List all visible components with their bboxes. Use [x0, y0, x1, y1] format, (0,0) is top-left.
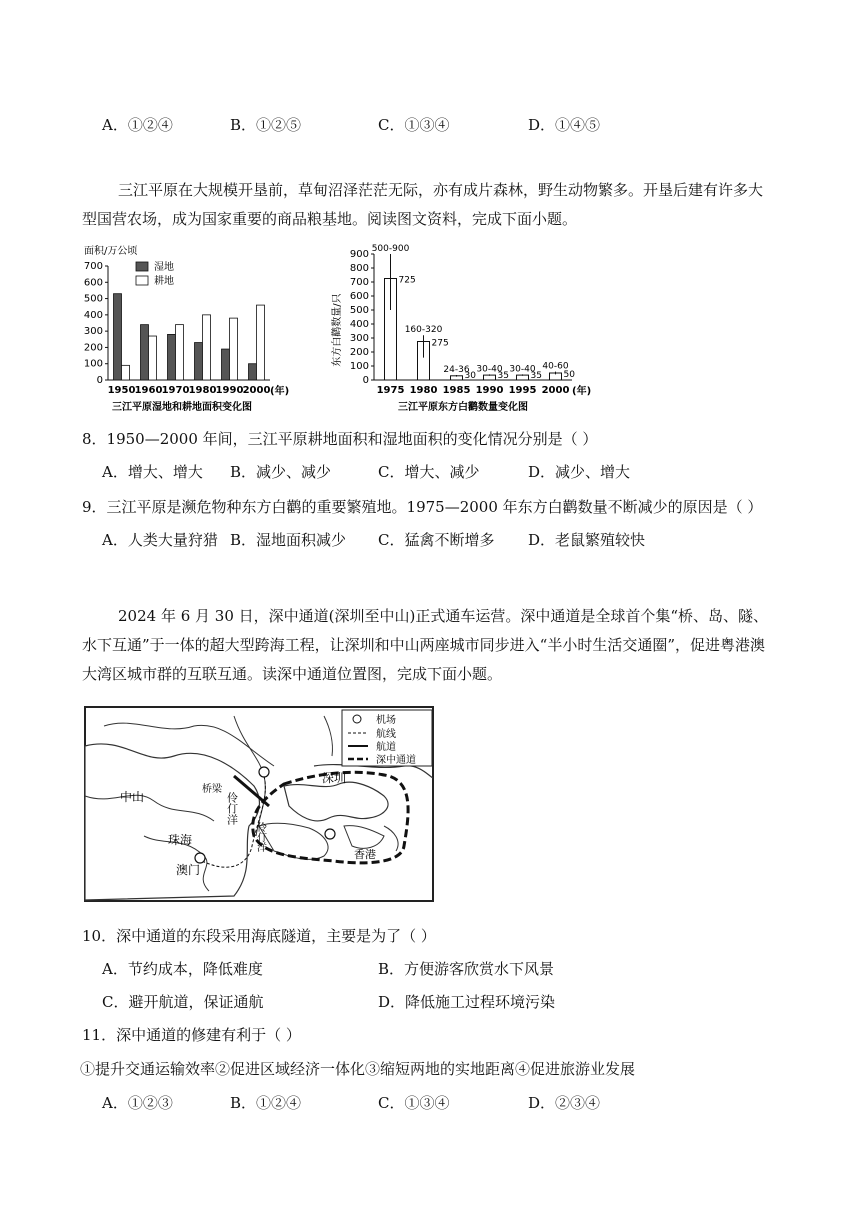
q11-option-b[interactable]: B．①②④ — [230, 1094, 302, 1112]
chart2-ytick-label: 100 — [349, 361, 369, 372]
chart2-ytick-label: 700 — [349, 277, 369, 288]
map-label-macau: 澳门 — [176, 863, 201, 877]
map-legend-tunnel: 深中通道 — [376, 755, 416, 766]
q9-stem: 9．三江平原是濒危物种东方白鹳的重要繁殖地。1975—2000 年东方白鹳数量不断减少的原因是（ ） — [82, 498, 763, 516]
chart2-xtick-label: 2000 — [541, 385, 570, 396]
chart1-bar-1980-湿地 — [195, 343, 203, 380]
chart2-xtick-label: 1975 — [376, 385, 405, 396]
chart1-ytick-label: 300 — [83, 326, 103, 338]
q8-option-c[interactable]: C．增大、减少 — [378, 463, 480, 481]
q11-option-a[interactable]: A．①②③ — [102, 1094, 173, 1112]
chart1-xtick-label: 1950 — [107, 385, 136, 396]
chart2-ytick-label: 500 — [349, 305, 369, 316]
chart1-xtick-label: 1980 — [188, 385, 217, 396]
chart2-value-label-1985: 30 — [464, 371, 476, 381]
chart1-ytick-label: 700 — [83, 261, 103, 272]
chart-stork-count — [328, 240, 598, 420]
q9-option-d[interactable]: D．老鼠繁殖较快 — [528, 531, 646, 549]
chart1-bar-1990-耕地 — [230, 318, 238, 380]
chart2-range-label-1995: 30-40 — [509, 364, 536, 375]
chart1-legend-label: 耕地 — [154, 276, 174, 287]
intro-shenzhong: 2024 年 6 月 30 日，深中通道(深圳至中山)正式通车运营。深中通道是全球首个集“桥、岛、隧、水下互通”于一体的超大型跨海工程，让深圳和中山两座城市同步进入“半小时生活交通圈”，促进粤港澳大湾区城市群的互联互通。读深中通道位置图，完成下面小题。 — [82, 607, 769, 683]
q7-option-b[interactable]: B．①②⑤ — [230, 116, 302, 134]
q10-option-c[interactable]: C．避开航道，保证通航 — [102, 993, 264, 1011]
chart2-xtick-label: 1980 — [409, 385, 438, 396]
chart2-bar-1990 — [484, 375, 496, 380]
chart1-bar-1950-耕地 — [122, 365, 130, 380]
q10-option-a[interactable]: A．节约成本，降低难度 — [102, 960, 263, 978]
chart2-range-label-2000: 40-60 — [542, 361, 569, 372]
chart2-value-label-2000: 50 — [563, 370, 575, 380]
map-label-shenzhen: 深圳 — [322, 771, 347, 785]
chart1-ytick-label: 100 — [83, 358, 103, 370]
chart1-xtick-label: 1960 — [134, 385, 163, 396]
q10-stem: 10．深中通道的东段采用海底隧道，主要是为了（ ） — [82, 927, 436, 945]
legend-airport-icon — [353, 715, 361, 723]
chart1-bar-1970-湿地 — [168, 334, 176, 380]
q10-option-b[interactable]: B．方便游客欣赏水下风景 — [378, 960, 555, 978]
chart2-range-label-1975: 500-900 — [371, 244, 410, 254]
chart1-bar-1970-耕地 — [176, 325, 184, 380]
chart1-bar-2000-湿地 — [249, 364, 257, 380]
q9-option-c[interactable]: C．猛禽不断增多 — [378, 531, 495, 549]
chart1-xtick-label: 2000 — [242, 385, 271, 396]
chart1-bar-2000-耕地 — [257, 305, 265, 380]
chart2-title: 三江平原东方白鹳数量变化图 — [398, 402, 528, 413]
chart1-bar-1960-湿地 — [141, 325, 149, 380]
map-label-lingdingyang-1: 伶仃洋 — [225, 792, 239, 825]
chart2-xtick-label: 1985 — [442, 385, 471, 396]
map-legend-airport: 机场 — [376, 715, 396, 726]
chart2-value-label-1975: 725 — [398, 275, 416, 286]
q9-option-a[interactable]: A．人类大量狩猎 — [102, 531, 218, 549]
map-label-bridge: 桥梁 — [202, 784, 222, 795]
q9-option-b[interactable]: B．湿地面积减少 — [230, 531, 347, 549]
chart1-title: 三江平原湿地和耕地面积变化图 — [112, 402, 252, 413]
chart2-ytick-label: 200 — [349, 347, 369, 358]
chart1-bar-1990-湿地 — [222, 349, 230, 380]
shenzhong-location-map — [84, 706, 434, 902]
chart1-bar-1960-耕地 — [149, 336, 157, 380]
map-label-hongkong: 香港 — [354, 848, 376, 861]
q8-stem: 8．1950—2000 年间，三江平原耕地面积和湿地面积的变化情况分别是（ ） — [82, 430, 598, 448]
chart2-bars — [372, 244, 576, 381]
chart2-ylabel: 东方白鹳数量/只 — [332, 293, 343, 367]
chart1-xtick-label: 1990 — [215, 385, 244, 396]
map-legend-channel: 航道 — [376, 742, 396, 753]
chart2-xlabel: (年) — [572, 386, 592, 397]
chart2-xtick-label: 1990 — [475, 385, 504, 396]
chart1-legend-label: 湿地 — [154, 262, 174, 273]
chart-area-change — [80, 240, 300, 420]
chart1-legend-swatch — [136, 262, 148, 271]
chart1-bars — [114, 294, 265, 380]
chart2-xtick-label: 1995 — [508, 385, 537, 396]
chart2-range-label-1990: 30-40 — [476, 364, 503, 375]
chart2-value-label-1995: 35 — [530, 371, 542, 381]
q7-option-d[interactable]: D．①④⑤ — [528, 116, 601, 134]
map-label-lingdingyang-2: 伶仃洋 — [254, 822, 266, 852]
q8-option-b[interactable]: B．减少、减少 — [230, 463, 332, 481]
chart1-ytick-label: 0 — [96, 375, 103, 386]
q11-stem: 11．深中通道的修建有利于（ ） — [82, 1026, 301, 1044]
chart2-range-label-1985: 24-36 — [443, 364, 470, 375]
map-label-zhongshan: 中山 — [120, 790, 145, 804]
chart1-xlabel: (年) — [270, 386, 290, 397]
q7-option-a[interactable]: A．①②④ — [102, 116, 173, 134]
chart2-ytick-label: 300 — [349, 333, 369, 344]
q7-option-c[interactable]: C．①③④ — [378, 116, 450, 134]
q11-option-c[interactable]: C．①③④ — [378, 1094, 450, 1112]
chart2-value-label-1990: 35 — [497, 371, 509, 381]
chart2-ytick-label: 600 — [349, 291, 369, 302]
q11-items: ①提升交通运输效率②促进区域经济一体化③缩短两地的实地距离④促进旅游业发展 — [80, 1060, 636, 1078]
chart1-ylabel: 面积/万公顷 — [84, 246, 138, 257]
map-legend-route: 航线 — [376, 729, 396, 740]
chart1-ytick-label: 500 — [83, 293, 103, 305]
chart2-ytick-label: 800 — [349, 263, 369, 274]
chart1-ytick-label: 200 — [83, 342, 103, 354]
chart2-ytick-label: 900 — [349, 249, 369, 260]
chart2-ytick-label: 0 — [362, 375, 369, 386]
chart1-legend-swatch — [136, 276, 148, 285]
chart2-range-label-1980: 160-320 — [404, 325, 443, 336]
chart1-ytick-label: 600 — [83, 277, 103, 289]
chart1-bar-1980-耕地 — [203, 315, 211, 380]
chart2-bar-1995 — [517, 375, 529, 380]
q8-option-a[interactable]: A．增大、增大 — [102, 463, 203, 481]
q8-option-d[interactable]: D．减少、增大 — [528, 463, 631, 481]
chart1-xtick-label: 1970 — [161, 385, 190, 396]
chart2-ytick-label: 400 — [349, 319, 369, 330]
map-label-zhuhai: 珠海 — [168, 833, 193, 847]
chart1-legend — [136, 260, 174, 287]
q11-option-d[interactable]: D．②③④ — [528, 1094, 601, 1112]
chart2-value-label-1980: 275 — [431, 338, 449, 349]
q10-option-d[interactable]: D．降低施工过程环境污染 — [378, 993, 556, 1011]
intro-sanjiang: 三江平原在大规模开垦前，草甸沼泽茫茫无际，亦有成片森林，野生动物繁多。开垦后建有许多大型国营农场，成为国家重要的商品粮基地。阅读图文资料，完成下面小题。 — [82, 181, 764, 228]
chart1-ytick-label: 400 — [83, 309, 103, 321]
chart1-bar-1950-湿地 — [114, 294, 122, 380]
